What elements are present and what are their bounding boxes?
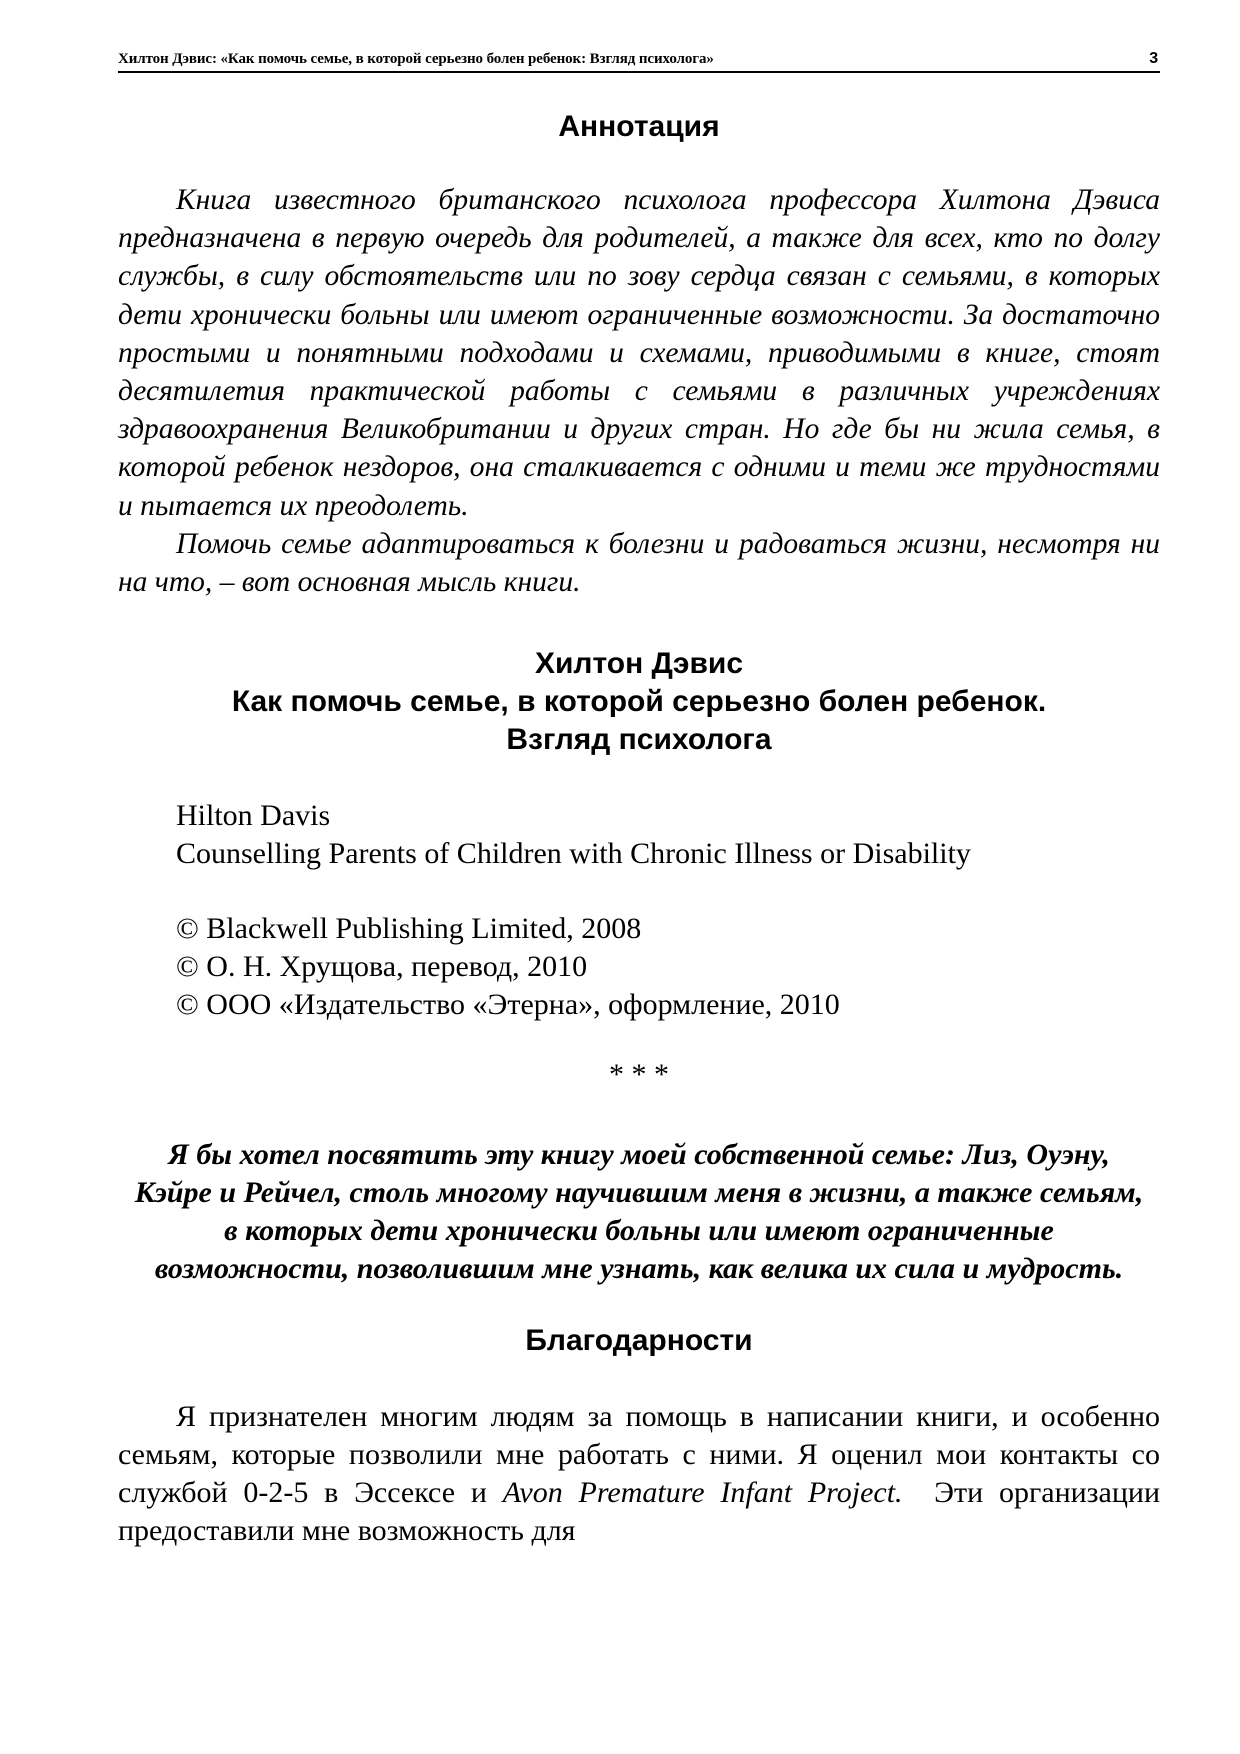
dedication: Я бы хотел посвятить эту книгу моей собственной семье: Лиз, Оуэну, Кэйре и Рейчел, столь многому научившим меня в жизни, а также семьям, в которых дети хронически больны или имеют ограниченные возможности, позволившим мне узнать, как велика их сила и мудрость. xyxy=(134,1138,1144,1286)
project-name: Avon Premature Infant Project. xyxy=(502,1476,903,1510)
page-number: 3 xyxy=(1149,50,1158,67)
book-title-block xyxy=(118,645,1160,759)
original-title: Counselling Parents of Children with Chronic Illness or Disability xyxy=(176,837,971,871)
section-separator: * * * xyxy=(609,1058,669,1092)
original-edition xyxy=(118,797,1160,873)
copyright-block xyxy=(118,910,1160,1024)
annotation-paragraph: Книга известного британского психолога профессора Хилтона Дэвиса предназначена в первую очередь для родителей, а также для всех, кто по долгу службы, в силу обстоятельств или по зову сердца связан с семьями, в которых дети хронически больны или имеют ограниченные возможности. За достаточно простыми и понятными подходами и схемами, приводимыми в книге, стоят десятилетия практической работы с семьями в различных учреждениях здравоохранения Великобритании и других стран. Но где бы ни жила семья, в которой ребенок нездоров, она сталкивается с одними и теми же трудностями и пытается их преодолеть. xyxy=(118,184,1160,522)
acknowledgements-text-continued: Эти организации предоставили мне возможность для xyxy=(118,1476,1168,1548)
running-header xyxy=(118,50,1160,73)
acknowledgements-paragraph xyxy=(118,1398,1168,1550)
annotation-body xyxy=(118,181,1160,601)
book-author: Хилтон Дэвис xyxy=(534,647,744,681)
copyright-line: © ООО «Издательство «Этерна», оформление, 2010 xyxy=(176,988,840,1022)
annotation-paragraph: Помочь семье адаптироваться к болезни и радоваться жизни, несмотря ни на что, – вот основная мысль книги. xyxy=(118,527,1160,599)
document-page xyxy=(118,50,1168,1550)
acknowledgements-text: Я признателен многим людям за помощь в написании книги, и особенно семьям, которые позволили мне работать с ними. Я оценил мои контакты со службой 0-2-5 в Эссексе и xyxy=(118,1400,1160,1510)
acknowledgements-heading: Благодарности xyxy=(525,1324,753,1358)
book-title-line: Как помочь семье, в которой серьезно болен ребенок. xyxy=(231,685,1047,719)
original-author: Hilton Davis xyxy=(176,799,331,833)
acknowledgements-body xyxy=(118,1398,1168,1550)
book-subtitle: Взгляд психолога xyxy=(506,723,772,757)
copyright-line: © Blackwell Publishing Limited, 2008 xyxy=(176,912,642,946)
copyright-line: © О. Н. Хрущова, перевод, 2010 xyxy=(176,950,588,984)
annotation-heading: Аннотация xyxy=(558,110,720,143)
running-title: Хилтон Дэвис: «Как помочь семье, в которой серьезно болен ребенок: Взгляд психолога» xyxy=(118,51,714,67)
